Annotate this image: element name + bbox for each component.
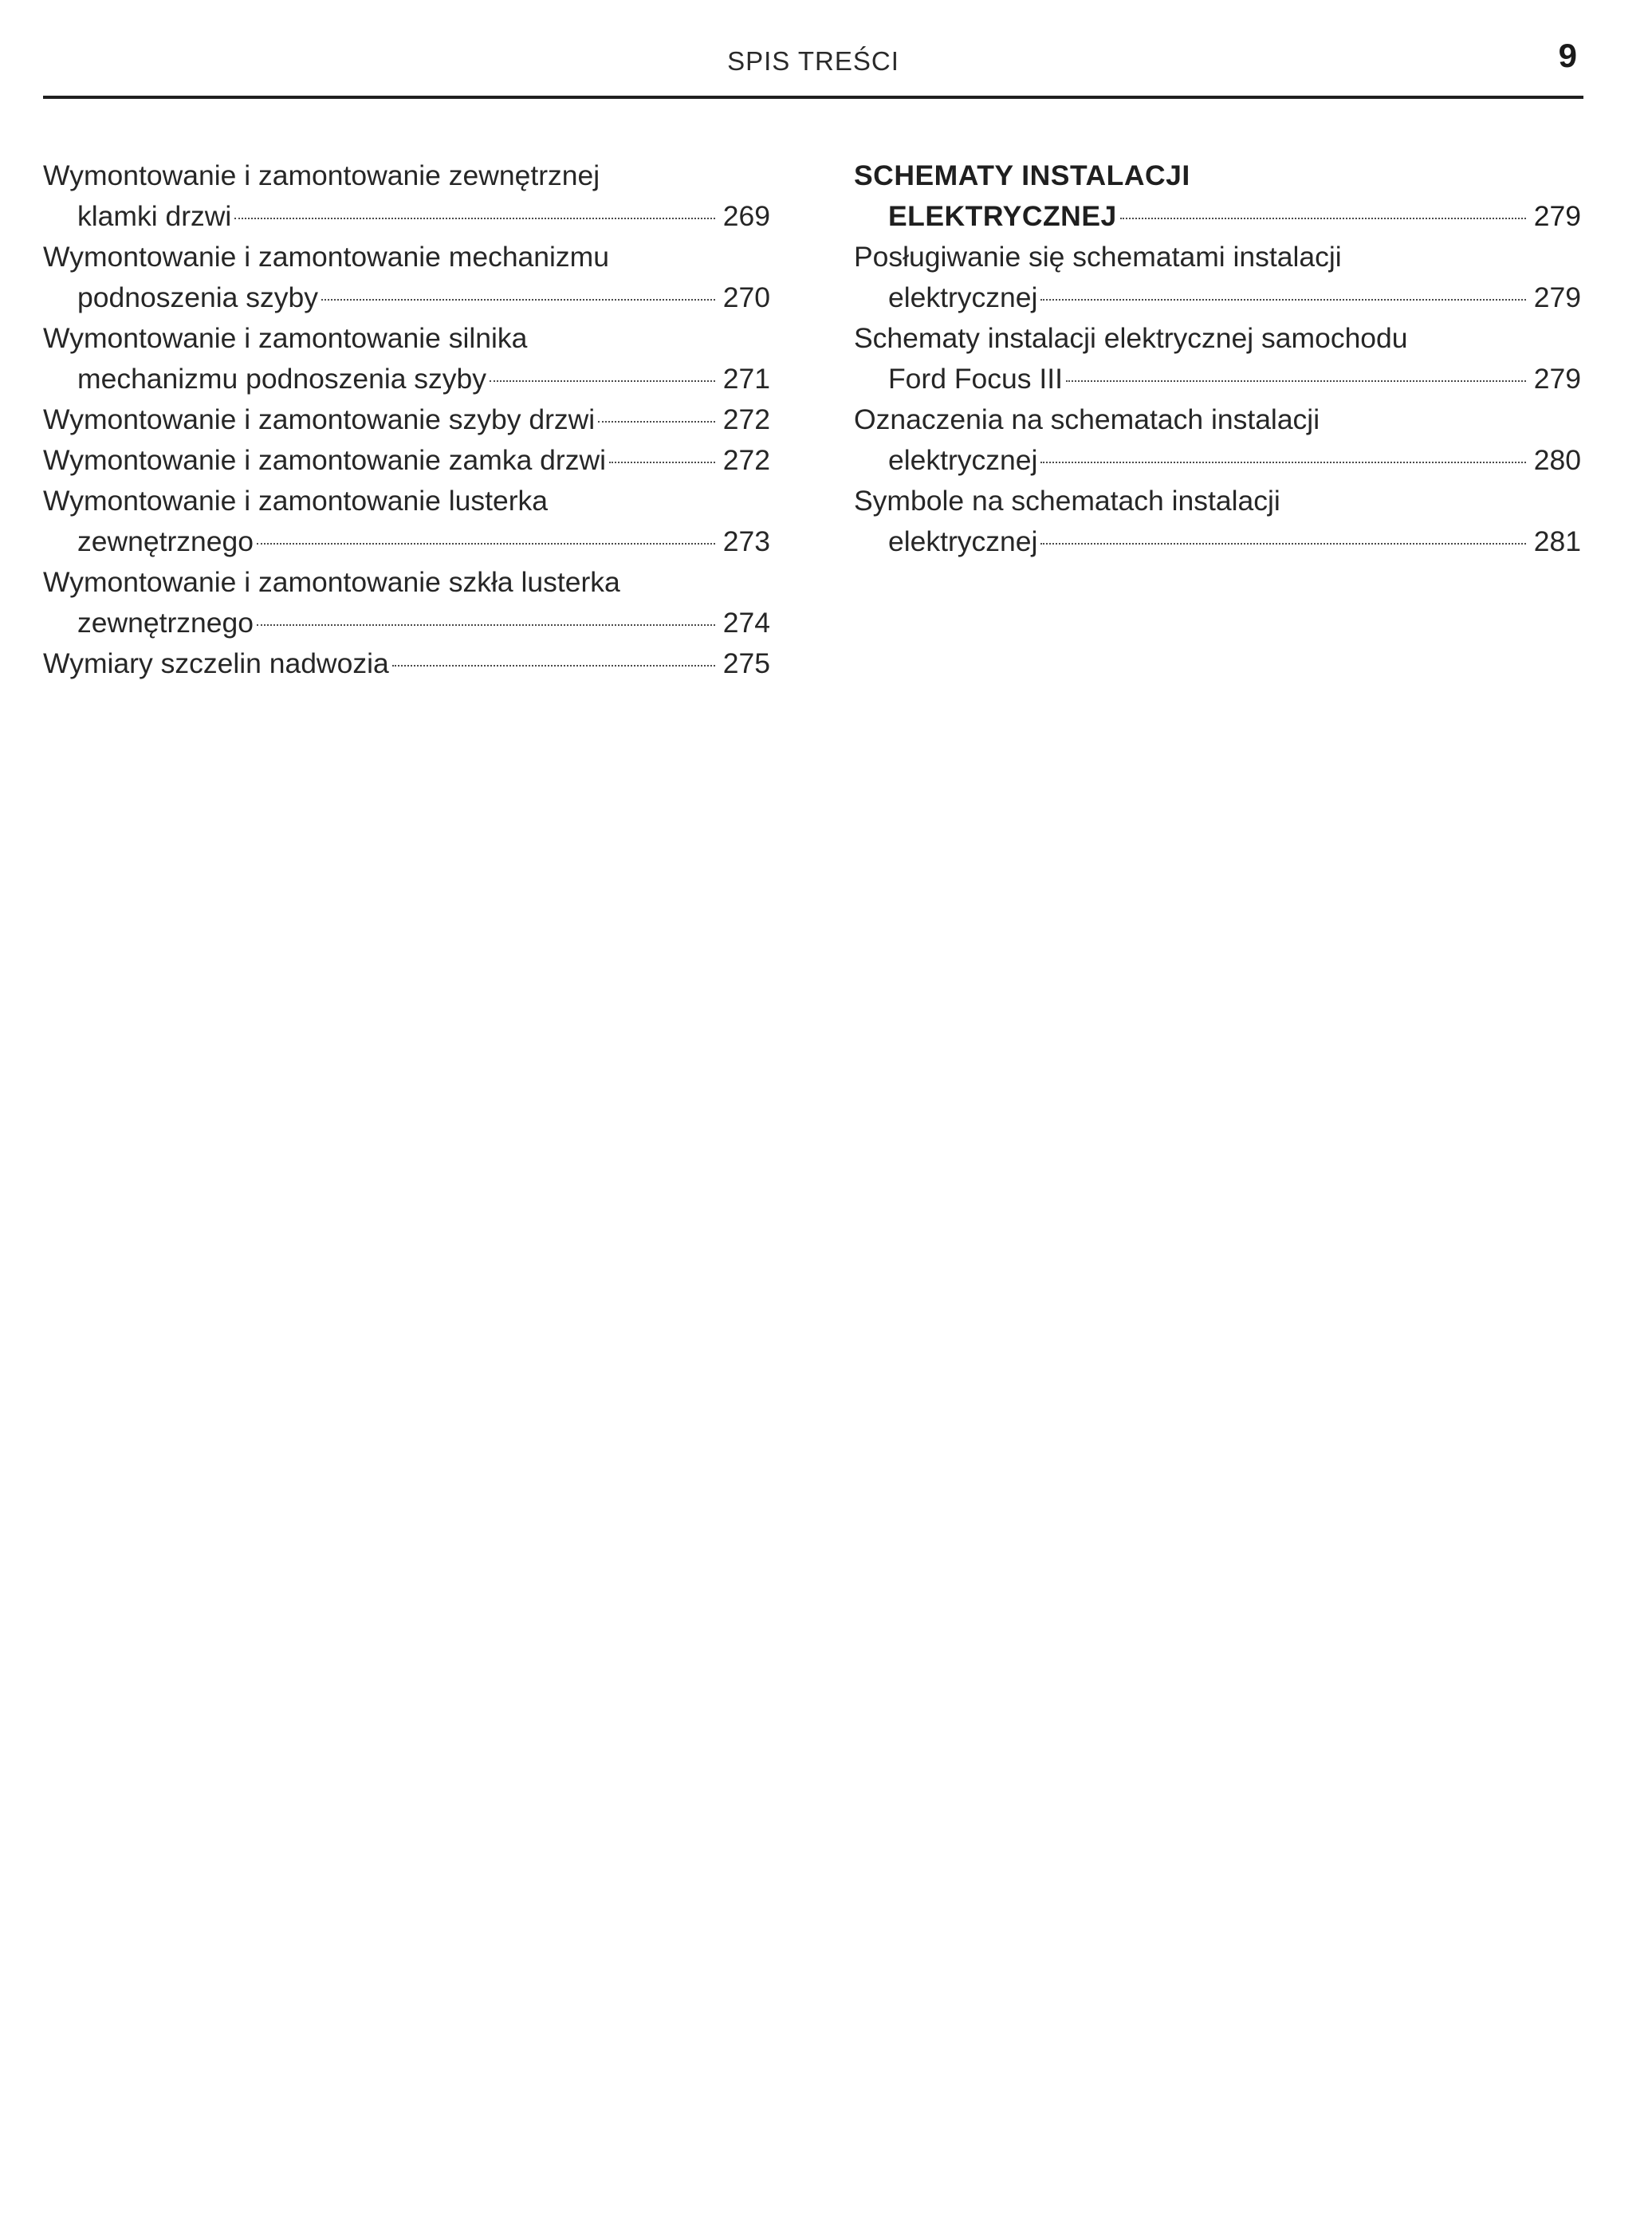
dot-leader bbox=[1040, 543, 1525, 545]
toc-entry-title: Wymontowanie i zamontowanie lusterka bbox=[43, 485, 549, 517]
toc-entry-title: Oznaczenia na schematach instalacji bbox=[854, 403, 1320, 435]
toc-entry-page: 281 bbox=[1533, 525, 1581, 557]
dot-leader bbox=[1120, 218, 1526, 219]
dot-leader bbox=[1066, 380, 1526, 382]
dot-leader bbox=[257, 624, 715, 626]
toc-section-title-continued: ELEKTRYCZNEJ bbox=[888, 200, 1117, 232]
toc-entry[interactable] bbox=[43, 562, 770, 643]
toc-entry-page: 272 bbox=[722, 444, 770, 476]
toc-entry-title: Wymontowanie i zamontowanie szyby drzwi bbox=[43, 403, 596, 435]
toc-entry[interactable] bbox=[854, 399, 1581, 481]
toc-entry-title-continued: podnoszenia szyby bbox=[77, 281, 318, 313]
toc-entry-page: 280 bbox=[1533, 444, 1581, 476]
toc-entry-page: 279 bbox=[1533, 281, 1581, 313]
toc-entry-title: Symbole na schematach instalacji bbox=[854, 485, 1280, 517]
toc-entry[interactable] bbox=[854, 481, 1581, 562]
toc-entry-page: 275 bbox=[722, 647, 770, 679]
dot-leader bbox=[257, 543, 715, 545]
dot-leader bbox=[609, 462, 715, 463]
dot-leader bbox=[321, 299, 715, 301]
page-number: 9 bbox=[1558, 37, 1577, 74]
toc-entry-title: Wymontowanie i zamontowanie zewnętrznej bbox=[43, 159, 600, 191]
toc-entry-title: Wymontowanie i zamontowanie zamka drzwi bbox=[43, 444, 607, 476]
toc-entry-page: 274 bbox=[722, 607, 770, 639]
toc-entry-title: Wymiary szczelin nadwozia bbox=[43, 647, 389, 679]
toc-entry[interactable] bbox=[43, 643, 770, 684]
dot-leader bbox=[598, 421, 715, 423]
toc-entry-title-continued: elektrycznej bbox=[888, 525, 1038, 557]
page-header bbox=[43, 32, 1583, 99]
toc-entry-page: 270 bbox=[722, 281, 770, 313]
toc-entry[interactable] bbox=[43, 481, 770, 562]
toc-entry-title: Wymontowanie i zamontowanie szkła lusterka bbox=[43, 566, 620, 598]
dot-leader bbox=[234, 218, 714, 219]
toc-entry-title: Wymontowanie i zamontowanie silnika bbox=[43, 322, 528, 354]
toc-section-heading[interactable] bbox=[854, 155, 1581, 237]
toc-entry-page: 279 bbox=[1533, 363, 1581, 395]
toc-entry-title-continued: klamki drzwi bbox=[77, 200, 232, 232]
toc-left-column bbox=[43, 155, 770, 684]
toc-entry-title: Wymontowanie i zamontowanie mechanizmu bbox=[43, 241, 609, 273]
dot-leader bbox=[392, 665, 715, 667]
toc-entry-title-continued: mechanizmu podnoszenia szyby bbox=[77, 363, 487, 395]
dot-leader bbox=[490, 380, 715, 382]
toc-entry-title-continued: elektrycznej bbox=[888, 444, 1038, 476]
toc-entry-page: 272 bbox=[722, 403, 770, 435]
toc-entry[interactable] bbox=[43, 399, 770, 440]
toc-entry[interactable] bbox=[854, 237, 1581, 318]
dot-leader bbox=[1040, 462, 1525, 463]
dot-leader bbox=[1040, 299, 1525, 301]
toc-entry-title: Schematy instalacji elektrycznej samochodu bbox=[854, 322, 1408, 354]
toc-right-column bbox=[854, 155, 1581, 562]
toc-entry[interactable] bbox=[43, 440, 770, 481]
toc-entry[interactable] bbox=[854, 318, 1581, 399]
toc-entry-page: 269 bbox=[722, 200, 770, 232]
toc-entry-page: 273 bbox=[722, 525, 770, 557]
toc-entry-title-continued: elektrycznej bbox=[888, 281, 1038, 313]
toc-entry-title: Posługiwanie się schematami instalacji bbox=[854, 241, 1342, 273]
toc-entry[interactable] bbox=[43, 155, 770, 237]
toc-entry[interactable] bbox=[43, 237, 770, 318]
toc-entry-title-continued: Ford Focus III bbox=[888, 363, 1063, 395]
toc-section-page: 279 bbox=[1533, 200, 1581, 232]
toc-section-title: SCHEMATY INSTALACJI bbox=[854, 159, 1190, 191]
toc-entry-title-continued: zewnętrznego bbox=[77, 607, 254, 639]
toc-entry[interactable] bbox=[43, 318, 770, 399]
running-title: SPIS TREŚCI bbox=[727, 46, 899, 76]
toc-entry-title-continued: zewnętrznego bbox=[77, 525, 254, 557]
toc-entry-page: 271 bbox=[722, 363, 770, 395]
